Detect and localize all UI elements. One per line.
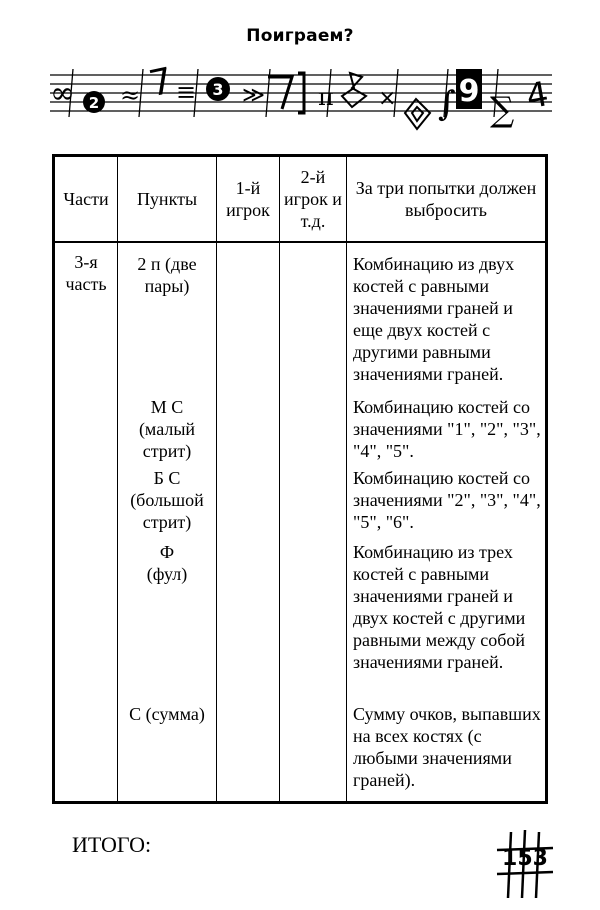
page-header-title: Поиграем? xyxy=(246,26,354,46)
header-part: Части xyxy=(54,156,118,243)
header-items: Пункты xyxy=(118,156,217,243)
math-symbols-strip xyxy=(0,55,600,140)
much-greater-symbol: ≫ xyxy=(242,83,266,108)
desc-big-straight: Комбинацию костей со значениями "2", "3", "4", "5", "6". xyxy=(353,468,541,532)
times-symbol: × xyxy=(378,86,397,111)
nine-symbol: 9 xyxy=(458,74,480,109)
infinity-symbol: ∞ xyxy=(50,76,75,111)
player1-score-cell[interactable] xyxy=(217,242,280,803)
header-description: За три попытки должен выбросить xyxy=(347,156,547,243)
table-header-row xyxy=(54,156,547,243)
description-column xyxy=(347,242,547,803)
scoring-table xyxy=(52,154,548,804)
diamond-glyph xyxy=(405,99,430,129)
item-small-straight: М С (малый стрит) xyxy=(138,397,196,461)
sigma-symbol: ∑ xyxy=(490,90,515,130)
item-big-straight: Б С (большой стрит) xyxy=(130,468,204,532)
item-two-pairs: 2 п (две пары) xyxy=(137,254,197,296)
items-column xyxy=(118,242,217,803)
page-number: 153 xyxy=(502,846,548,871)
desc-sum: Сумму очков, выпавших на всех костях (с любыми значениями граней). xyxy=(353,704,541,790)
total-label: ИТОГО: xyxy=(72,832,152,857)
header-player1: 1-й игрок xyxy=(217,156,280,243)
pi-symbol: π xyxy=(318,83,334,111)
player2-score-cell[interactable] xyxy=(280,242,347,803)
ball-three-number: 3 xyxy=(212,80,224,99)
identical-symbol: ≡ xyxy=(176,78,197,106)
four-symbol: 4 xyxy=(523,74,552,118)
header-player2: 2-й игрок и т.д. xyxy=(280,156,347,243)
integral-symbol: ∫ xyxy=(438,84,456,124)
approx-symbol: ≈ xyxy=(120,81,141,109)
desc-full-house: Комбинацию из трех костей с равными значениями граней и двух костей с другими равными между собой значениями граней. xyxy=(353,542,526,672)
desc-two-pairs: Комбинацию из двух костей с равными значениями граней и еще двух костей с другими равными значениями граней. xyxy=(353,254,515,384)
item-full-house: Ф (фул) xyxy=(146,542,188,584)
seven-symbol: 7 xyxy=(145,60,177,106)
page-number-block xyxy=(495,828,555,900)
item-sum: С (сумма) xyxy=(129,704,205,724)
part-label: 3-я часть xyxy=(54,242,118,803)
table-row xyxy=(54,242,547,803)
desc-small-straight: Комбинацию костей со значениями "1", "2", "3", "4", "5". xyxy=(353,397,541,461)
ball-two-number: 2 xyxy=(88,94,100,112)
